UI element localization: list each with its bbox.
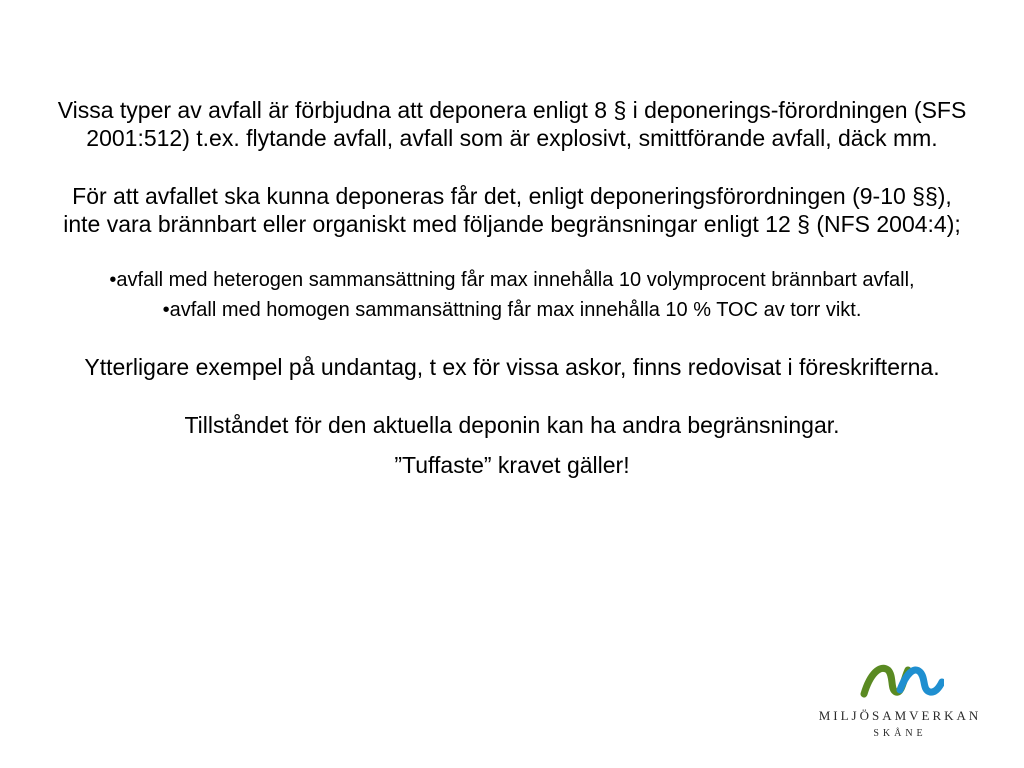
logo-name: MILJÖSAMVERKAN	[818, 708, 982, 723]
paragraph-exceptions: Ytterligare exempel på undantag, t ex för vissa askor, finns redovisat i föreskrifterna.	[84, 354, 940, 380]
bullet-homogeneous: •avfall med homogen sammansättning får max innehålla 10 % TOC av torr vikt.	[162, 299, 862, 321]
miljosamverkan-logo	[800, 660, 1000, 750]
paragraph-permit: Tillståndet för den aktuella deponin kan ha andra begränsningar.	[184, 412, 840, 438]
slide-content	[56, 96, 968, 479]
bullet-heterogeneous: •avfall med heterogen sammansättning får max innehålla 10 volymprocent brännbart avfall,	[109, 269, 915, 291]
logo-subtitle: SKÅNE	[873, 728, 927, 739]
wave-m-logo-icon	[860, 660, 944, 702]
paragraph-toughest-requirement: ”Tuffaste” kravet gäller!	[394, 452, 630, 478]
paragraph-prohibited-waste: Vissa typer av avfall är förbjudna att deponera enligt 8 § i deponerings-förordningen (SFS 2001:512) t.ex. flytande avfall, avfall som är explosivt, smittförande avfall, däck mm.	[57, 97, 967, 151]
paragraph-deposit-conditions: För att avfallet ska kunna deponeras får det, enligt deponeringsförordningen (9-10 §§), inte vara brännbart eller organiskt med följande begränsningar enligt 12 § (NFS 2004:4);	[63, 183, 961, 237]
